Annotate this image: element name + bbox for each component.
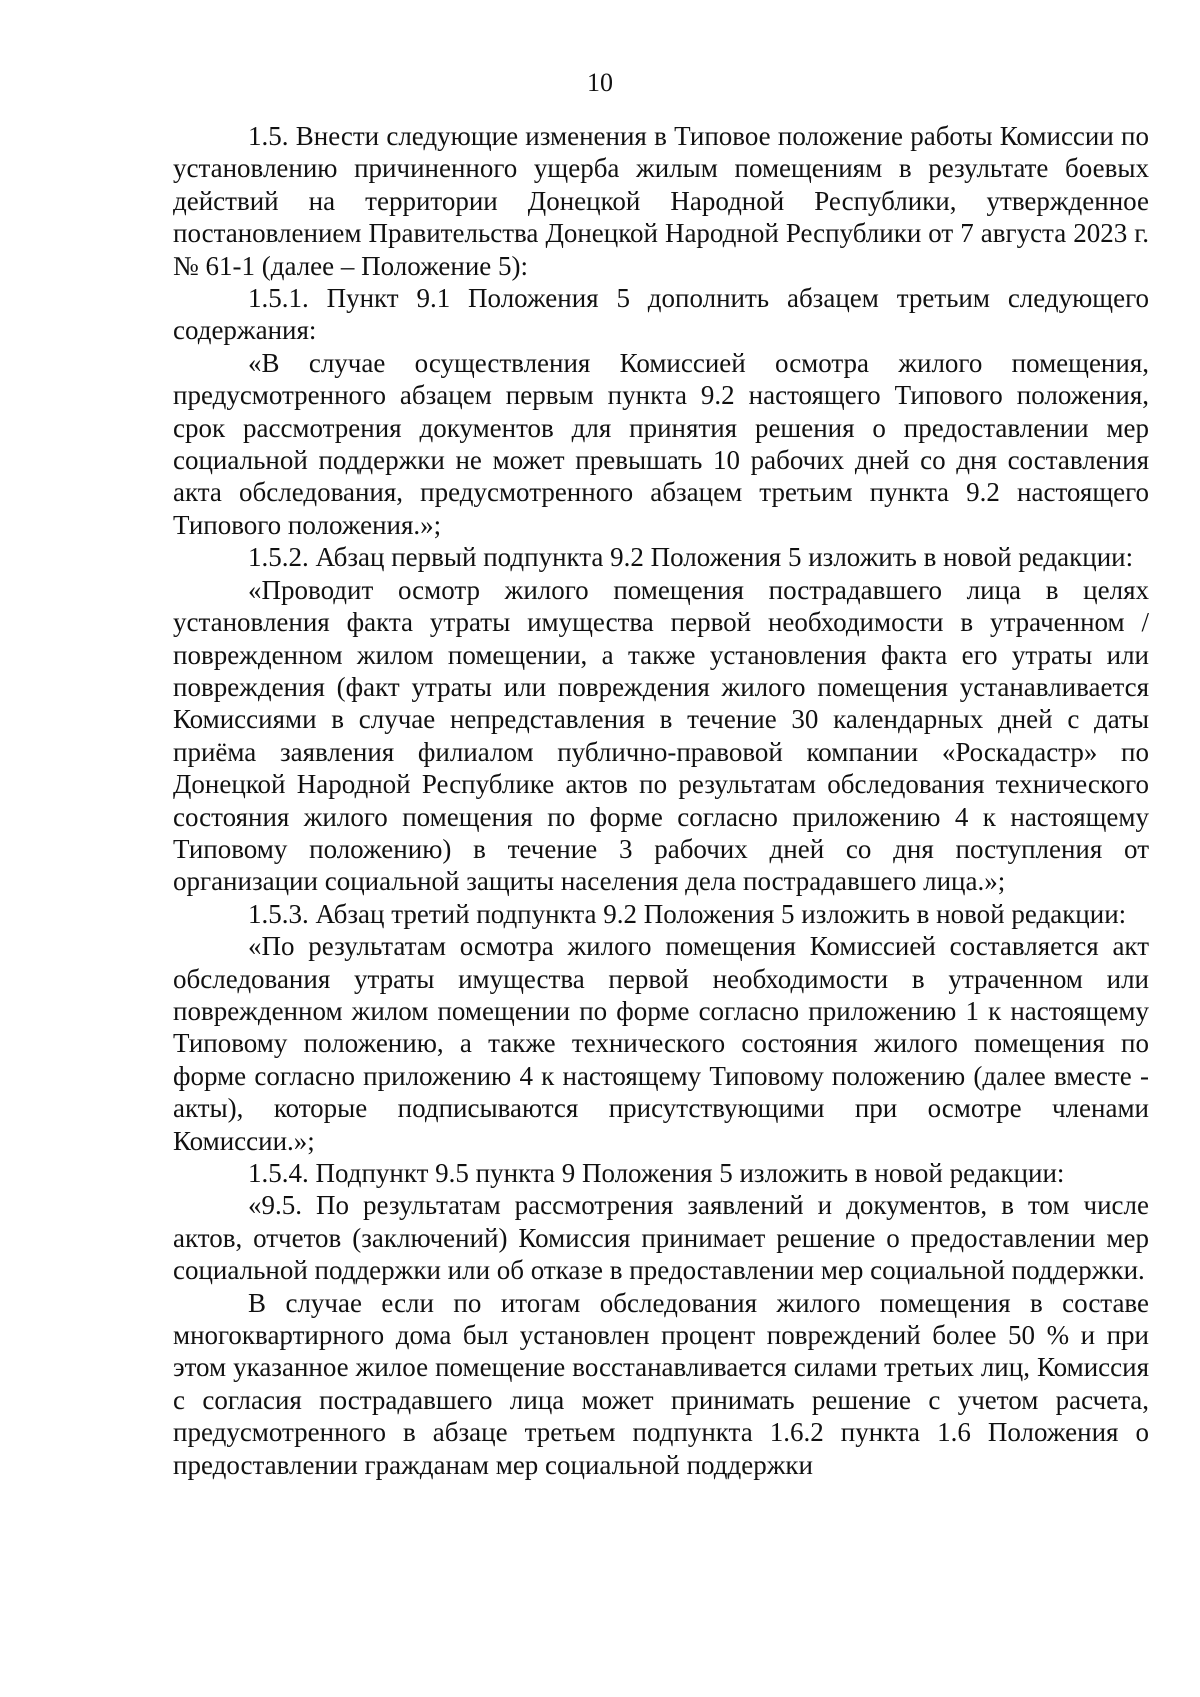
- paragraph-1-5-4: 1.5.4. Подпункт 9.5 пункта 9 Положения 5 изложить в новой редакции:: [248, 1158, 1065, 1188]
- paragraph-1-5-1-quote: «В случае осуществления Комиссией осмотра жилого помещения, предусмотренного абзацем первым пункта 9.2 настоящего Типового положения, срок рассмотрения документов для принятия решения о предоставлении мер социальной поддержки не может превышать 10 рабочих дней со дня составления акта обследования, предусмотренного абзацем третьим пункта 9.2 настоящего Типового положения.»;: [173, 347, 1149, 540]
- page-number: 10: [587, 68, 613, 97]
- paragraph-1-5: 1.5. Внести следующие изменения в Типовое положение работы Комиссии по установлению причиненного ущерба жилым помещениям в результате боевых действий на территории Донецкой Народной Республики, утвержденное постановлением Правительства Донецкой Народной Республики от 7 августа 2023 г. № 61-1 (далее – Положение 5):: [173, 121, 1149, 281]
- paragraph-1-5-2-quote: «Проводит осмотр жилого помещения пострадавшего лица в целях установления факта утраты имущества первой необходимости в утраченном / поврежденном жилом помещении, а также установления факта его утраты или повреждения (факт утраты или повреждения жилого помещения устанавливается Комиссиями в случае непредставления в течение 30 календарных дней с даты приёма заявления филиалом публично-правовой компании «Роскадастр» по Донецкой Народной Республике актов по результатам обследования технического состояния жилого помещения по форме согласно приложению 4 к настоящему Типовому положению) в течение 3 рабочих дней со дня поступления от организации социальной защиты населения дела пострадавшего лица.»;: [173, 574, 1149, 897]
- paragraph-9-5: «9.5. По результатам рассмотрения заявлений и документов, в том числе актов, отчетов (заключений) Комиссия принимает решение о предоставлении мер социальной поддержки или об отказе в предоставлении мер социальной поддержки.: [173, 1190, 1149, 1286]
- paragraph-1-5-3: 1.5.3. Абзац третий подпункта 9.2 Положения 5 изложить в новой редакции:: [248, 898, 1127, 929]
- document-body: [173, 120, 1149, 1481]
- paragraph-1-5-2: 1.5.2. Абзац первый подпункта 9.2 Положения 5 изложить в новой редакции:: [248, 542, 1134, 573]
- paragraph-9-5-second: В случае если по итогам обследования жилого помещения в составе многоквартирного дома был установлен процент повреждений более 50 % и при этом указанное жилое помещение восстанавливается силами третьих лиц, Комиссия с согласия пострадавшего лица может принимать решение с учетом расчета, предусмотренного в абзаце третьем подпункта 1.6.2 пункта 1.6 Положения о предоставлении гражданам мер социальной поддержки: [173, 1287, 1149, 1480]
- paragraph-1-5-3-quote: «По результатам осмотра жилого помещения Комиссией составляется акт обследования утраты имущества первой необходимости в утраченном или поврежденном жилом помещении по форме согласно приложению 1 к настоящему Типовому положению, а также технического состояния жилого помещения по форме согласно приложению 4 к настоящему Типовому положению (далее вместе - акты), которые подписываются присутствующими при осмотре членами Комиссии.»;: [173, 931, 1149, 1156]
- paragraph-1-5-1: 1.5.1. Пункт 9.1 Положения 5 дополнить абзацем третьим следующего содержания:: [173, 283, 1149, 346]
